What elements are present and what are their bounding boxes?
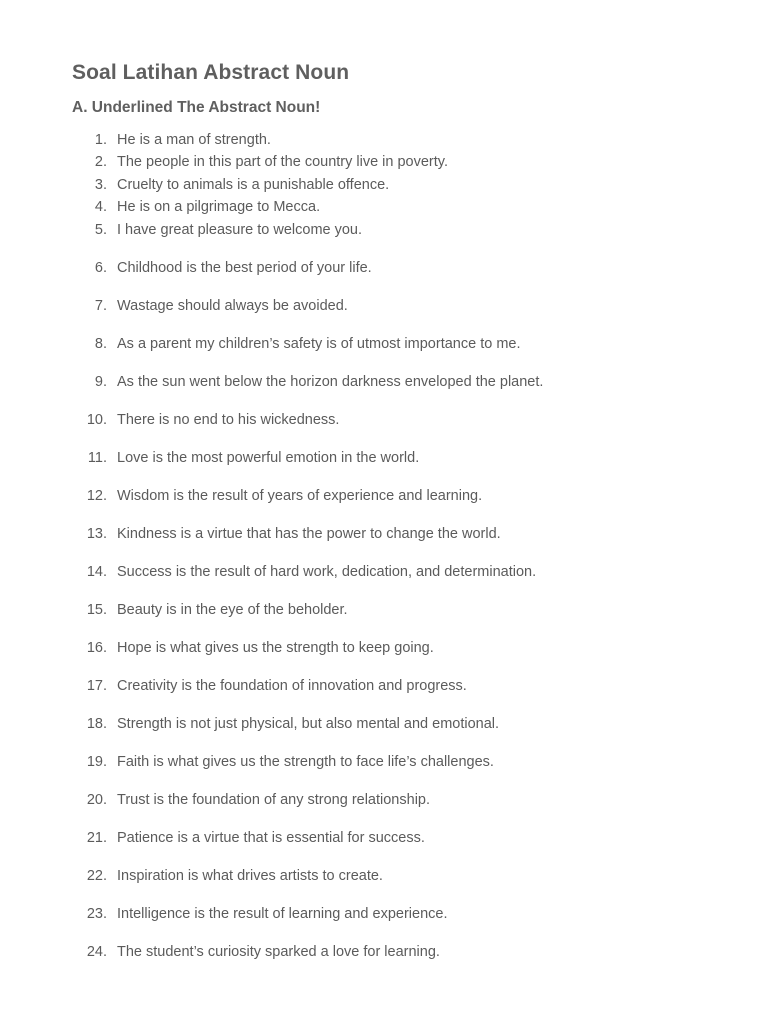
item-sentence: Wastage should always be avoided.	[117, 298, 348, 314]
item-sentence: Kindness is a virtue that has the power to change the world.	[117, 526, 501, 542]
exercise-item	[0, 220, 700, 240]
exercise-item	[0, 334, 700, 354]
item-sentence: Intelligence is the result of learning and experience.	[117, 906, 448, 922]
item-sentence: Hope is what gives us the strength to keep going.	[117, 640, 434, 656]
exercise-item	[0, 372, 700, 392]
exercise-item	[0, 448, 700, 468]
item-number: 16.	[86, 640, 107, 656]
item-number: 4.	[94, 199, 107, 215]
exercise-item	[0, 175, 700, 195]
exercise-item	[0, 296, 700, 316]
section-heading: A. Underlined The Abstract Noun!	[72, 99, 321, 116]
item-sentence: Strength is not just physical, but also mental and emotional.	[117, 716, 500, 732]
item-number: 3.	[94, 177, 107, 193]
item-sentence: Childhood is the best period of your life.	[117, 260, 372, 276]
item-number: 1.	[94, 132, 107, 148]
exercise-item	[0, 600, 700, 620]
item-number: 14.	[86, 564, 107, 580]
item-sentence: There is no end to his wickedness.	[117, 412, 340, 428]
exercise-item	[0, 197, 700, 217]
item-sentence: As the sun went below the horizon darkness enveloped the planet.	[117, 374, 544, 390]
exercise-item	[0, 486, 700, 506]
exercise-item	[0, 942, 700, 962]
item-number: 24.	[86, 944, 107, 960]
item-sentence: Love is the most powerful emotion in the world.	[117, 450, 420, 466]
exercise-item	[0, 638, 700, 658]
exercise-item	[0, 790, 700, 810]
item-number: 22.	[86, 868, 107, 884]
item-number: 20.	[86, 792, 107, 808]
exercise-item	[0, 676, 700, 696]
item-number: 13.	[86, 526, 107, 542]
item-sentence: He is a man of strength.	[117, 132, 271, 148]
exercise-item	[0, 524, 700, 544]
exercise-item	[0, 866, 700, 886]
item-number: 17.	[86, 678, 107, 694]
item-sentence: Patience is a virtue that is essential for success.	[117, 830, 425, 846]
item-number: 18.	[86, 716, 107, 732]
page-title: Soal Latihan Abstract Noun	[72, 61, 350, 84]
item-number: 12.	[86, 488, 107, 504]
item-sentence: Inspiration is what drives artists to create.	[117, 868, 383, 884]
item-sentence: I have great pleasure to welcome you.	[117, 222, 363, 238]
item-sentence: Trust is the foundation of any strong relationship.	[117, 792, 431, 808]
item-number: 8.	[94, 336, 107, 352]
item-number: 23.	[86, 906, 107, 922]
exercise-item	[0, 828, 700, 848]
exercise-item	[0, 562, 700, 582]
item-sentence: Beauty is in the eye of the beholder.	[117, 602, 348, 618]
exercise-item	[0, 752, 700, 772]
item-sentence: Cruelty to animals is a punishable offence.	[117, 177, 390, 193]
item-number: 2.	[94, 154, 107, 170]
item-sentence: The people in this part of the country live in poverty.	[117, 154, 448, 170]
item-sentence: Wisdom is the result of years of experience and learning.	[117, 488, 483, 504]
item-number: 10.	[86, 412, 107, 428]
item-number: 21.	[86, 830, 107, 846]
exercise-item	[0, 904, 700, 924]
item-number: 9.	[94, 374, 107, 390]
exercise-item	[0, 152, 700, 172]
exercise-item	[0, 258, 700, 278]
exercise-item	[0, 410, 700, 430]
item-sentence: The student’s curiosity sparked a love for learning.	[117, 944, 440, 960]
item-number: 6.	[94, 260, 107, 276]
item-number: 5.	[94, 222, 107, 238]
item-number: 7.	[94, 298, 107, 314]
item-sentence: As a parent my children’s safety is of utmost importance to me.	[117, 336, 521, 352]
item-sentence: Faith is what gives us the strength to face life’s challenges.	[117, 754, 494, 770]
exercise-item	[0, 130, 700, 150]
exercise-item	[0, 714, 700, 734]
item-number: 15.	[86, 602, 107, 618]
item-sentence: Success is the result of hard work, dedication, and determination.	[117, 564, 537, 580]
item-number: 11.	[87, 450, 107, 466]
item-number: 19.	[86, 754, 107, 770]
item-sentence: He is on a pilgrimage to Mecca.	[117, 199, 321, 215]
item-sentence: Creativity is the foundation of innovation and progress.	[117, 678, 467, 694]
